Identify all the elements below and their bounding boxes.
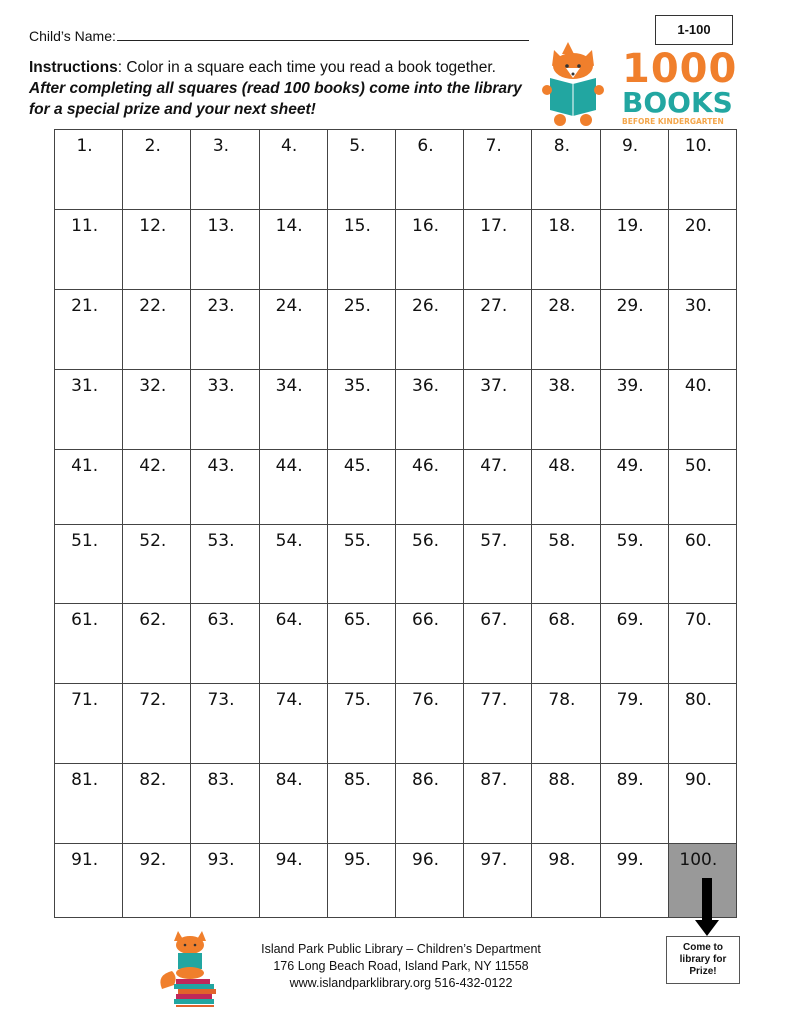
- book-square[interactable]: [327, 210, 395, 290]
- book-number: 34.: [275, 376, 303, 396]
- book-square[interactable]: [532, 525, 600, 604]
- book-number: 71.: [71, 690, 99, 710]
- book-number: 68.: [548, 610, 576, 630]
- 1000-books-logo: [540, 40, 750, 128]
- grid-row: [55, 764, 737, 844]
- book-square[interactable]: [532, 370, 600, 450]
- book-square[interactable]: [123, 450, 191, 525]
- book-number: 89.: [616, 770, 644, 790]
- book-square[interactable]: [191, 370, 259, 450]
- book-square[interactable]: [600, 525, 668, 604]
- book-number: 29.: [616, 296, 644, 316]
- book-number: 16.: [412, 216, 440, 236]
- grid-row: [55, 525, 737, 604]
- book-square[interactable]: [327, 844, 395, 918]
- book-number: 61.: [71, 610, 99, 630]
- book-square[interactable]: [395, 764, 463, 844]
- footer-library-name: Island Park Public Library – Children’s Department: [261, 942, 541, 956]
- book-square[interactable]: [600, 764, 668, 844]
- book-square[interactable]: [191, 604, 259, 684]
- book-square[interactable]: [327, 130, 395, 210]
- book-number: 67.: [480, 610, 508, 630]
- book-number: 69.: [616, 610, 644, 630]
- logo-before-kindergarten: BEFORE KINDERGARTEN: [622, 117, 724, 126]
- book-number: 22.: [139, 296, 167, 316]
- book-square[interactable]: [395, 290, 463, 370]
- prize-note-line-2: library for: [679, 954, 727, 965]
- book-number: 2.: [144, 136, 161, 156]
- book-number: 59.: [616, 531, 644, 551]
- book-number: 35.: [343, 376, 371, 396]
- book-number: 87.: [480, 770, 508, 790]
- book-square[interactable]: [464, 290, 532, 370]
- book-square[interactable]: [668, 525, 736, 604]
- book-square[interactable]: [55, 130, 123, 210]
- book-number: 50.: [684, 456, 712, 476]
- book-number: 52.: [139, 531, 167, 551]
- book-number: 30.: [684, 296, 712, 316]
- book-number: 26.: [412, 296, 440, 316]
- book-square[interactable]: [123, 210, 191, 290]
- book-number: 41.: [71, 456, 99, 476]
- emphasis-line-2: for a special prize and your next sheet!: [29, 101, 316, 118]
- book-number: 57.: [480, 531, 508, 551]
- book-square[interactable]: [532, 764, 600, 844]
- instructions: [29, 57, 549, 120]
- book-number: 62.: [139, 610, 167, 630]
- book-number: 82.: [139, 770, 167, 790]
- instructions-text: : Color in a square each time you read a book together.: [117, 59, 496, 76]
- prize-note: [666, 936, 740, 984]
- book-square[interactable]: [668, 604, 736, 684]
- book-square[interactable]: [327, 764, 395, 844]
- book-number: 96.: [412, 850, 440, 870]
- grid-row: [55, 210, 737, 290]
- book-number: 8.: [553, 136, 571, 156]
- book-number: 15.: [343, 216, 371, 236]
- book-number: 5.: [349, 136, 366, 156]
- book-number: 28.: [548, 296, 576, 316]
- book-square[interactable]: [191, 130, 259, 210]
- book-square[interactable]: [464, 604, 532, 684]
- book-number: 10.: [684, 136, 712, 156]
- book-number: 20.: [684, 216, 712, 236]
- book-square[interactable]: [123, 525, 191, 604]
- book-square[interactable]: [395, 604, 463, 684]
- book-square[interactable]: [55, 210, 123, 290]
- book-square[interactable]: [600, 450, 668, 525]
- book-square[interactable]: [259, 450, 327, 525]
- book-number: 49.: [616, 456, 644, 476]
- book-square[interactable]: [259, 604, 327, 684]
- book-number: 94.: [275, 850, 303, 870]
- book-number: 73.: [207, 690, 235, 710]
- book-square[interactable]: [123, 370, 191, 450]
- book-number: 9.: [621, 136, 639, 156]
- book-square[interactable]: [464, 684, 532, 764]
- footer-contact[interactable]: www.islandparklibrary.org 516-432-0122: [289, 976, 513, 990]
- book-square[interactable]: [600, 290, 668, 370]
- book-square[interactable]: [55, 764, 123, 844]
- book-square[interactable]: [600, 130, 668, 210]
- book-square[interactable]: [532, 684, 600, 764]
- book-number: 17.: [480, 216, 508, 236]
- book-number: 32.: [139, 376, 167, 396]
- child-name-label: Child’s Name:: [29, 28, 116, 44]
- grid-row: [55, 684, 737, 764]
- book-number: 31.: [71, 376, 99, 396]
- grid-row: [55, 130, 737, 210]
- book-square[interactable]: [395, 684, 463, 764]
- book-square[interactable]: [191, 290, 259, 370]
- book-number: 33.: [207, 376, 235, 396]
- grid-row: [55, 370, 737, 450]
- book-square[interactable]: [532, 290, 600, 370]
- book-square[interactable]: [668, 764, 736, 844]
- book-square[interactable]: [259, 370, 327, 450]
- book-number: 7.: [485, 136, 502, 156]
- book-square[interactable]: [55, 450, 123, 525]
- book-square[interactable]: [259, 210, 327, 290]
- book-number: 75.: [343, 690, 371, 710]
- book-number: 84.: [275, 770, 303, 790]
- book-number: 14.: [275, 216, 303, 236]
- book-number: 24.: [275, 296, 303, 316]
- book-number: 48.: [548, 456, 576, 476]
- book-number: 93.: [207, 850, 235, 870]
- book-number: 19.: [616, 216, 644, 236]
- book-number: 64.: [275, 610, 303, 630]
- book-number: 78.: [548, 690, 576, 710]
- book-square[interactable]: [55, 525, 123, 604]
- book-number: 95.: [343, 850, 371, 870]
- book-square[interactable]: [55, 684, 123, 764]
- book-square[interactable]: [327, 525, 395, 604]
- book-square[interactable]: [600, 370, 668, 450]
- book-number: 43.: [207, 456, 235, 476]
- instructions-label: Instructions: [29, 59, 118, 76]
- book-square[interactable]: [532, 604, 600, 684]
- instructions-line: [29, 57, 549, 78]
- book-square[interactable]: [191, 764, 259, 844]
- book-number: 40.: [684, 376, 712, 396]
- book-square[interactable]: [668, 290, 736, 370]
- book-number: 36.: [412, 376, 440, 396]
- logo-1000: 1000: [622, 46, 738, 92]
- book-number: 60.: [684, 531, 712, 551]
- book-number: 86.: [412, 770, 440, 790]
- book-number: 58.: [548, 531, 576, 551]
- book-square[interactable]: [532, 450, 600, 525]
- book-number: 72.: [139, 690, 167, 710]
- book-number: 56.: [412, 531, 440, 551]
- book-square[interactable]: [464, 525, 532, 604]
- book-number: 55.: [343, 531, 371, 551]
- book-square[interactable]: [259, 130, 327, 210]
- book-square[interactable]: [55, 604, 123, 684]
- book-square[interactable]: [191, 684, 259, 764]
- book-number: 91.: [71, 850, 99, 870]
- prize-note-line-3: Prize!: [689, 966, 717, 977]
- book-square[interactable]: [327, 290, 395, 370]
- book-number: 53.: [207, 531, 235, 551]
- book-square[interactable]: [191, 210, 259, 290]
- book-square[interactable]: [600, 684, 668, 764]
- book-square[interactable]: [259, 290, 327, 370]
- book-square[interactable]: [123, 844, 191, 918]
- book-square[interactable]: [123, 604, 191, 684]
- book-square[interactable]: [464, 764, 532, 844]
- book-number: 21.: [71, 296, 99, 316]
- book-square[interactable]: [327, 684, 395, 764]
- book-square[interactable]: [668, 450, 736, 525]
- book-square[interactable]: [395, 370, 463, 450]
- book-number: 18.: [548, 216, 576, 236]
- fox-on-books-icon: [156, 927, 226, 1012]
- book-number: 39.: [616, 376, 644, 396]
- grid-row: [55, 450, 737, 525]
- book-square[interactable]: [55, 844, 123, 918]
- book-number: 42.: [139, 456, 167, 476]
- book-number: 12.: [139, 216, 167, 236]
- grid-row: [55, 844, 737, 918]
- book-square[interactable]: [123, 130, 191, 210]
- book-number: 27.: [480, 296, 508, 316]
- book-number: 13.: [207, 216, 235, 236]
- book-square[interactable]: [259, 684, 327, 764]
- book-square[interactable]: [191, 450, 259, 525]
- book-number: 98.: [548, 850, 576, 870]
- book-square[interactable]: [123, 290, 191, 370]
- book-square[interactable]: [259, 764, 327, 844]
- book-square[interactable]: [668, 130, 736, 210]
- grid-row: [55, 290, 737, 370]
- child-name-field[interactable]: [29, 26, 529, 44]
- book-number: 79.: [616, 690, 644, 710]
- book-square[interactable]: [327, 370, 395, 450]
- book-number: 3.: [212, 136, 230, 156]
- book-number: 23.: [207, 296, 235, 316]
- book-number: 6.: [417, 136, 434, 156]
- book-number: 37.: [480, 376, 508, 396]
- child-name-blank-line[interactable]: [117, 26, 529, 41]
- reading-grid: [54, 129, 737, 918]
- fox-reading-icon: [540, 40, 750, 128]
- book-number: 92.: [139, 850, 167, 870]
- book-number: 100.: [679, 850, 718, 870]
- footer-address: 176 Long Beach Road, Island Park, NY 11558: [273, 959, 529, 973]
- book-number: 1.: [76, 136, 93, 156]
- book-square[interactable]: [600, 844, 668, 918]
- book-square[interactable]: [395, 210, 463, 290]
- book-square[interactable]: [123, 764, 191, 844]
- book-square[interactable]: [123, 684, 191, 764]
- book-square[interactable]: [464, 844, 532, 918]
- book-number: 44.: [275, 456, 303, 476]
- book-square[interactable]: [55, 290, 123, 370]
- book-number: 85.: [343, 770, 371, 790]
- book-number: 38.: [548, 376, 576, 396]
- book-square[interactable]: [327, 450, 395, 525]
- book-number: 54.: [275, 531, 303, 551]
- book-square[interactable]: [191, 844, 259, 918]
- book-number: 97.: [480, 850, 508, 870]
- book-number: 88.: [548, 770, 576, 790]
- book-square[interactable]: [668, 684, 736, 764]
- book-number: 77.: [480, 690, 508, 710]
- book-number: 11.: [71, 216, 99, 236]
- book-square[interactable]: [395, 130, 463, 210]
- book-square[interactable]: [464, 370, 532, 450]
- book-number: 70.: [684, 610, 712, 630]
- prize-note-line-1: Come to: [683, 942, 723, 953]
- book-square[interactable]: [668, 210, 736, 290]
- book-number: 74.: [275, 690, 303, 710]
- book-square[interactable]: [668, 370, 736, 450]
- range-badge: 1-100: [655, 15, 733, 45]
- book-square[interactable]: [395, 450, 463, 525]
- book-square[interactable]: [464, 130, 532, 210]
- book-number: 51.: [71, 531, 99, 551]
- book-square[interactable]: [600, 604, 668, 684]
- book-square[interactable]: [327, 604, 395, 684]
- down-arrow-icon: [695, 878, 719, 936]
- book-number: 83.: [207, 770, 235, 790]
- book-number: 80.: [684, 690, 712, 710]
- book-number: 66.: [412, 610, 440, 630]
- book-square[interactable]: [532, 130, 600, 210]
- book-number: 99.: [616, 850, 644, 870]
- book-number: 4.: [281, 136, 298, 156]
- book-square[interactable]: [259, 525, 327, 604]
- book-square[interactable]: [259, 844, 327, 918]
- book-number: 76.: [412, 690, 440, 710]
- book-number: 47.: [480, 456, 508, 476]
- book-square[interactable]: [55, 370, 123, 450]
- book-square[interactable]: [532, 844, 600, 918]
- book-square[interactable]: [395, 525, 463, 604]
- grid-row: [55, 604, 737, 684]
- book-square[interactable]: [532, 210, 600, 290]
- book-number: 65.: [343, 610, 371, 630]
- book-square[interactable]: [600, 210, 668, 290]
- logo-books: BOOKS: [622, 86, 733, 119]
- book-square[interactable]: [191, 525, 259, 604]
- book-square[interactable]: [464, 210, 532, 290]
- book-number: 63.: [207, 610, 235, 630]
- book-number: 25.: [343, 296, 371, 316]
- library-footer: [236, 941, 566, 992]
- book-square[interactable]: [464, 450, 532, 525]
- book-square[interactable]: [395, 844, 463, 918]
- book-number: 45.: [343, 456, 371, 476]
- book-number: 46.: [412, 456, 440, 476]
- book-number: 81.: [71, 770, 99, 790]
- book-number: 90.: [684, 770, 712, 790]
- emphasis-line-1: After completing all squares (read 100 books) come into the library: [29, 80, 522, 97]
